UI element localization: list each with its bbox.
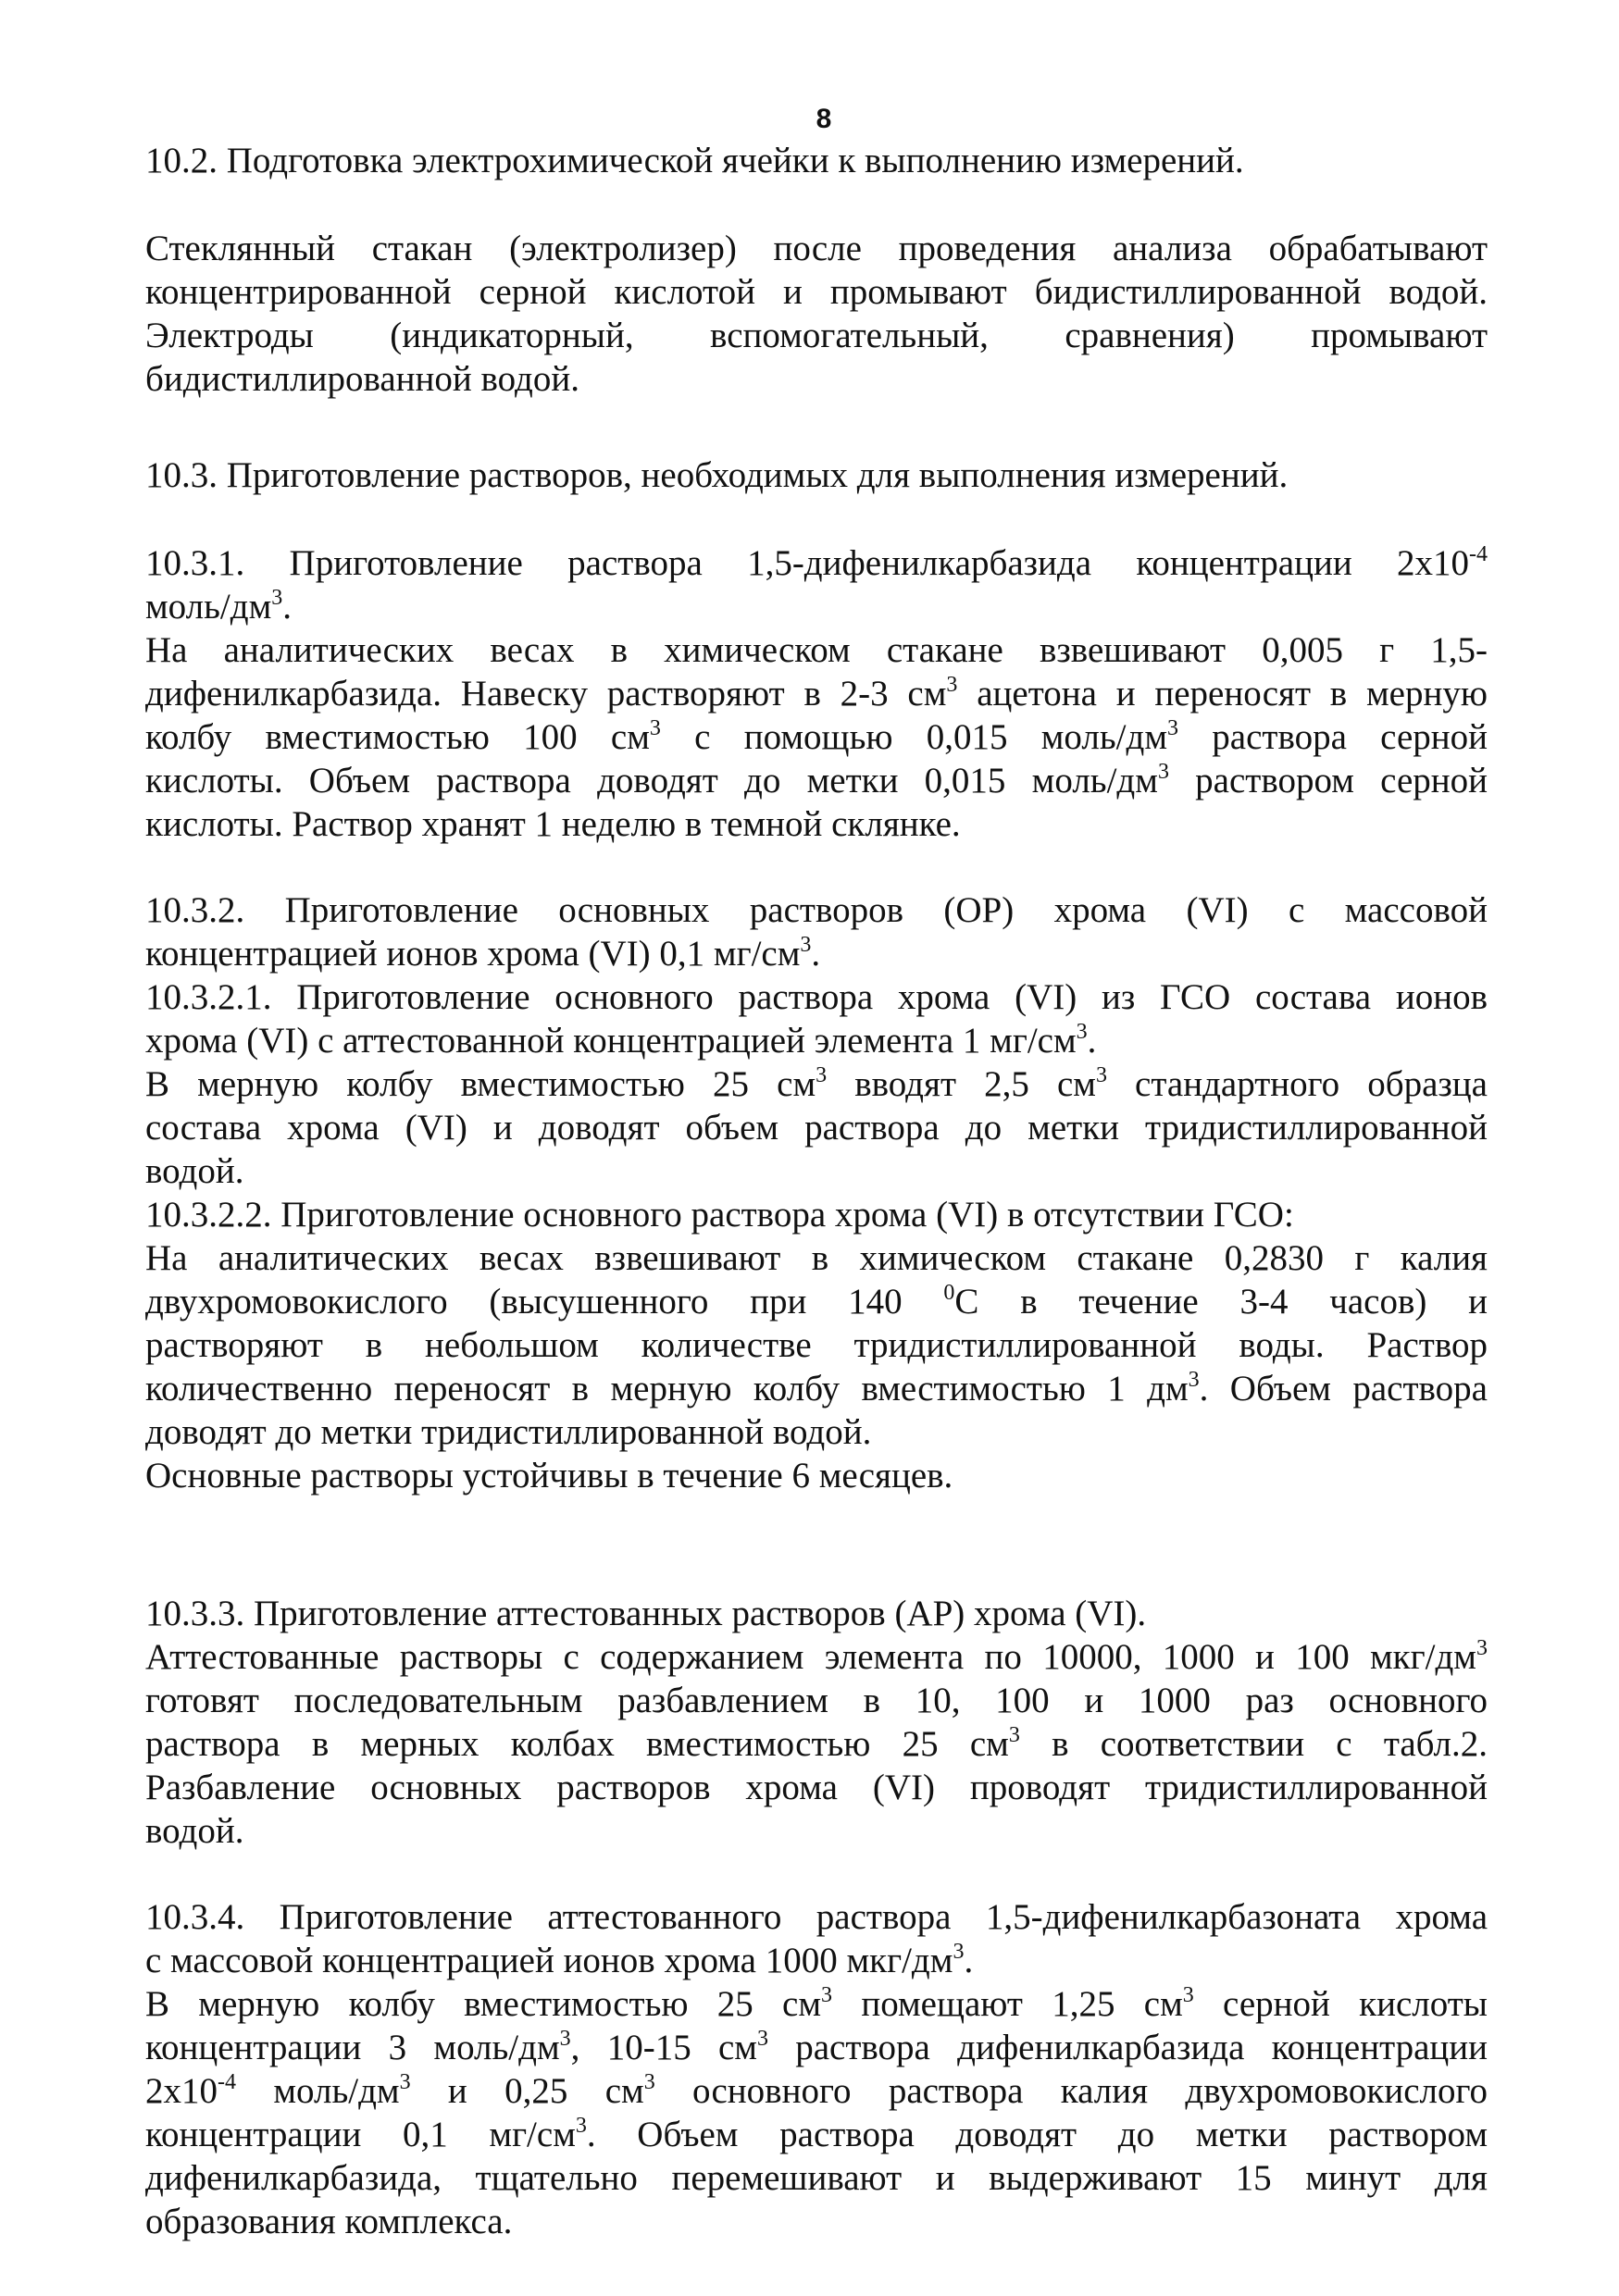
- section-10-3: [145, 453, 1488, 497]
- text-line: растворяют в небольшом количестве тридистиллированной воды. Раствор: [145, 1325, 1488, 1365]
- text-line: дифенилкарбазида, тщательно перемешивают и выдерживают 15 минут для: [145, 2158, 1488, 2198]
- section-heading: 10.2. Подготовка электрохимической ячейки к выполнению измерений.: [145, 141, 1244, 180]
- text-line: образования комплекса.: [145, 2202, 513, 2241]
- text-line: состава хрома (VI) и доводят объем раствора до метки тридистиллированной: [145, 1108, 1488, 1148]
- section-heading-line: 10.3.2. Приготовление основных растворов (ОР) хрома (VI) с массовой: [145, 890, 1488, 930]
- text-line: водой.: [145, 1151, 244, 1191]
- text-line: кислоты. Объем раствора доводят до метки 0,015 моль/$дм^3$ раствором серной: [145, 760, 1488, 800]
- text-line: двухромовокислого (высушенного при 140 $^0$С в течение 3-4 часов) и: [145, 1281, 1488, 1322]
- section-10-3-2: [145, 888, 1488, 1497]
- section-10-2: [145, 139, 1488, 182]
- section-10-3-4: [145, 1895, 1488, 2243]
- text-line: В мерную колбу вместимостью 25 $см^3$ помещают 1,25 $см^3$ серной кислоты: [145, 1983, 1488, 2024]
- text-line: Аттестованные растворы с содержанием элемента по 10000, 1000 и 100 мкг/$дм^3$: [145, 1636, 1488, 1677]
- section-10-3-3: [145, 1592, 1488, 1853]
- page-number: 8: [816, 104, 832, 134]
- section-heading-line: моль/$дм^3$.: [145, 586, 293, 627]
- text-line: кислоты. Раствор хранят 1 неделю в темной склянке.: [145, 804, 961, 844]
- text-line: В мерную колбу вместимостью 25 $см^3$ вводят 2,5 $см^3$ стандартного образца: [145, 1063, 1488, 1104]
- section-10-3-1: [145, 541, 1488, 846]
- text-line: концентрированной серной кислотой и промывают бидистиллированной водой.: [145, 272, 1488, 312]
- text-line: раствора в мерных колбах вместимостью 25 $см^3$ в соответствии с табл.2.: [145, 1723, 1488, 1764]
- text-line: концентрации 0,1 $мг/см^3$. Объем раствора доводят до метки раствором: [145, 2114, 1488, 2154]
- section-heading-line: концентрацией ионов хрома (VI) 0,1 $мг/см^3$.: [145, 933, 821, 974]
- text-line: На аналитических весах взвешивают в химическом стакане 0,2830 г калия: [145, 1238, 1488, 1278]
- text-line: бидистиллированной водой.: [145, 359, 580, 399]
- section-heading-line: 10.3.4. Приготовление аттестованного раствора 1,5-дифенилкарбазоната хрома: [145, 1897, 1488, 1937]
- text-line: водой.: [145, 1811, 244, 1851]
- text-line: доводят до метки тридистиллированной водой.: [145, 1412, 872, 1452]
- section-heading-line: 10.3.1. Приготовление раствора 1,5-дифенилкарбазида концентрации $2х10^{-4}$: [145, 542, 1488, 583]
- section-heading: 10.3.3. Приготовление аттестованных растворов (АР) хрома (VI).: [145, 1594, 1147, 1633]
- text-line: Электроды (индикаторный, вспомогательный, сравнения) промывают: [145, 316, 1488, 355]
- text-line: дифенилкарбазида. Навеску растворяют в 2-3 $см^3$ ацетона и переносят в мерную: [145, 673, 1488, 714]
- subsection-heading-line: 10.3.2.2. Приготовление основного раствора хрома (VI) в отсутствии ГСО:: [145, 1195, 1294, 1235]
- section-heading-line: с массовой концентрацией ионов хрома 1000 мкг/$дм^3$.: [145, 1940, 974, 1980]
- section-10-2-paragraph: [145, 227, 1488, 401]
- text-line: колбу вместимостью 100 $см^3$ с помощью 0,015 моль/$дм^3$ раствора серной: [145, 716, 1488, 757]
- section-heading: 10.3. Приготовление растворов, необходимых для выполнения измерений.: [145, 455, 1289, 495]
- subsection-heading-line: 10.3.2.1. Приготовление основного раствора хрома (VI) из ГСО состава ионов: [145, 977, 1488, 1017]
- text-line: количественно переносят в мерную колбу вместимостью 1 $дм^3$. Объем раствора: [145, 1368, 1488, 1409]
- subsection-heading-line: хрома (VI) с аттестованной концентрацией элемента 1 $мг/см^3$.: [145, 1020, 1097, 1061]
- text-line: На аналитических весах в химическом стакане взвешивают 0,005 г 1,5-: [145, 630, 1488, 670]
- text-line: Стеклянный стакан (электролизер) после проведения анализа обрабатывают: [145, 229, 1488, 268]
- text-line: Основные растворы устойчивы в течение 6 месяцев.: [145, 1456, 953, 1496]
- text-line: $2х10^{-4}$ моль/$дм^3$ и 0,25 $см^3$ основного раствора калия двухромовокислого: [145, 2070, 1488, 2111]
- text-line: Разбавление основных растворов хрома (VI) проводят тридистиллированной: [145, 1768, 1488, 1807]
- text-line: концентрации 3 моль/$дм^3$, 10-15 $см^3$ раствора дифенилкарбазида концентрации: [145, 2027, 1488, 2067]
- text-line: готовят последовательным разбавлением в 10, 100 и 1000 раз основного: [145, 1681, 1488, 1720]
